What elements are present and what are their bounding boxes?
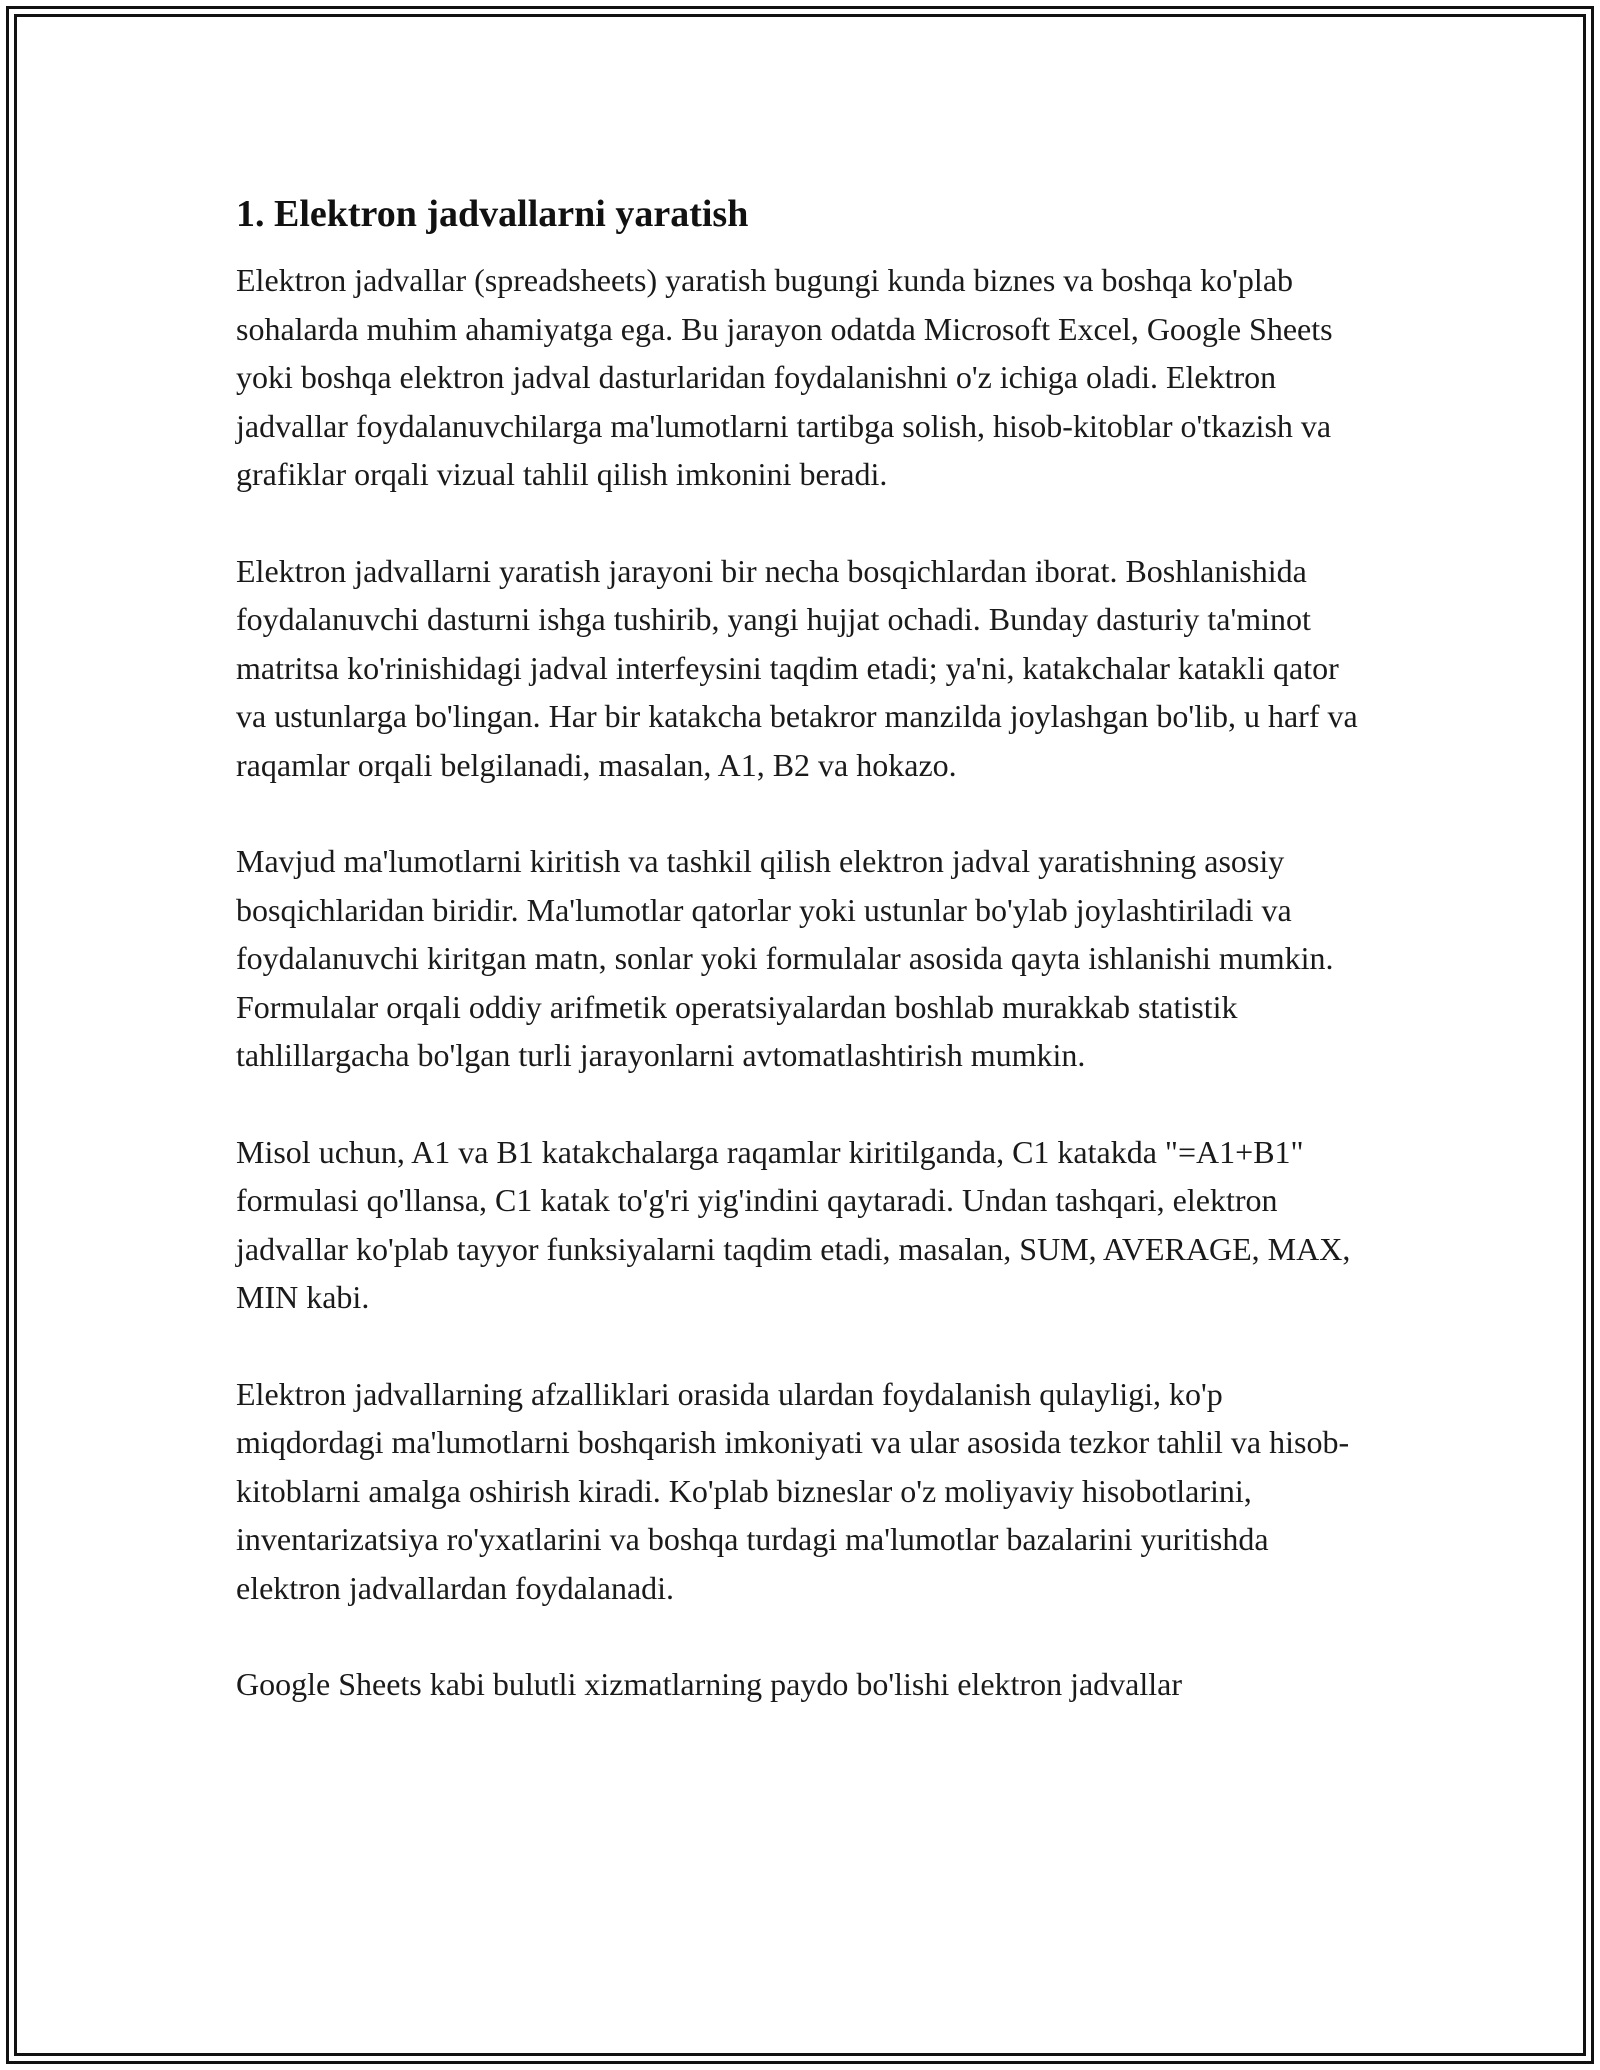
- paragraph-cloud: Google Sheets kabi bulutli xizmatlarning paydo bo'lishi elektron jadvallar: [236, 1666, 1182, 1702]
- document-body: [236, 188, 1376, 1709]
- paragraph-process: Elektron jadvallarni yaratish jarayoni bir necha bosqichlardan iborat. Boshlanishida foydalanuvchi dasturni ishga tushirib, yangi hujjat ochadi. Bunday dasturiy ta'minot matritsa ko'rinishidagi jadval interfeysini taqdim etadi; ya'ni, katakchalar katakli qator va ustunlarga bo'lingan. Har bir katakcha betakror manzilda joylashgan bo'lib, u harf va raqamlar orqali belgilanadi, masalan, A1, B2 va hokazo.: [236, 552, 1358, 783]
- section-heading: 1. Elektron jadvallarni yaratish: [236, 193, 749, 235]
- paragraph-data-entry: Mavjud ma'lumotlarni kiritish va tashkil qilish elektron jadval yaratishning asosiy bosqichlaridan biridir. Ma'lumotlar qatorlar yoki ustunlar bo'ylab joylashtiriladi va foydalanuvchi kiritgan matn, sonlar yoki formulalar asosida qayta ishlanishi mumkin. Formulalar orqali oddiy arifmetik operatsiyalardan boshlab murakkab statistik tahlillargacha bo'lgan turli jarayonlarni avtomatlashtirish mumkin.: [236, 843, 1334, 1073]
- paragraph-advantages: Elektron jadvallarning afzalliklari orasida ulardan foydalanish qulayligi, ko'p miqdordagi ma'lumotlarni boshqarish imkoniyati va ular asosida tezkor tahlil va hisob-kitoblarni amalga oshirish kiradi. Ko'plab bizneslar o'z moliyaviy hisobotlarini, inventarizatsiya ro'yxatlarini va boshqa turdagi ma'lumotlar bazalarini yuritishda elektron jadvallardan foydalanadi.: [236, 1375, 1350, 1606]
- paragraph-intro: Elektron jadvallar (spreadsheets) yaratish bugungi kunda biznes va boshqa ko'plab sohalarda muhim ahamiyatga ega. Bu jarayon odatda Microsoft Excel, Google Sheets yoki boshqa elektron jadval dasturlaridan foydalanishni o'z ichiga oladi. Elektron jadvallar foydalanuvchilarga ma'lumotlarni tartibga solish, hisob-kitoblar o'tkazish va grafiklar orqali vizual tahlil qilish imkonini beradi.: [236, 262, 1333, 492]
- paragraph-example: Misol uchun, A1 va B1 katakchalarga raqamlar kiritilganda, C1 katakda "=A1+B1" formulasi qo'llansa, C1 katak to'g'ri yig'indini qaytaradi. Undan tashqari, elektron jadvallar ko'plab tayyor funksiyalarni taqdim etadi, masalan, SUM, AVERAGE, MAX, MIN kabi.: [236, 1133, 1351, 1315]
